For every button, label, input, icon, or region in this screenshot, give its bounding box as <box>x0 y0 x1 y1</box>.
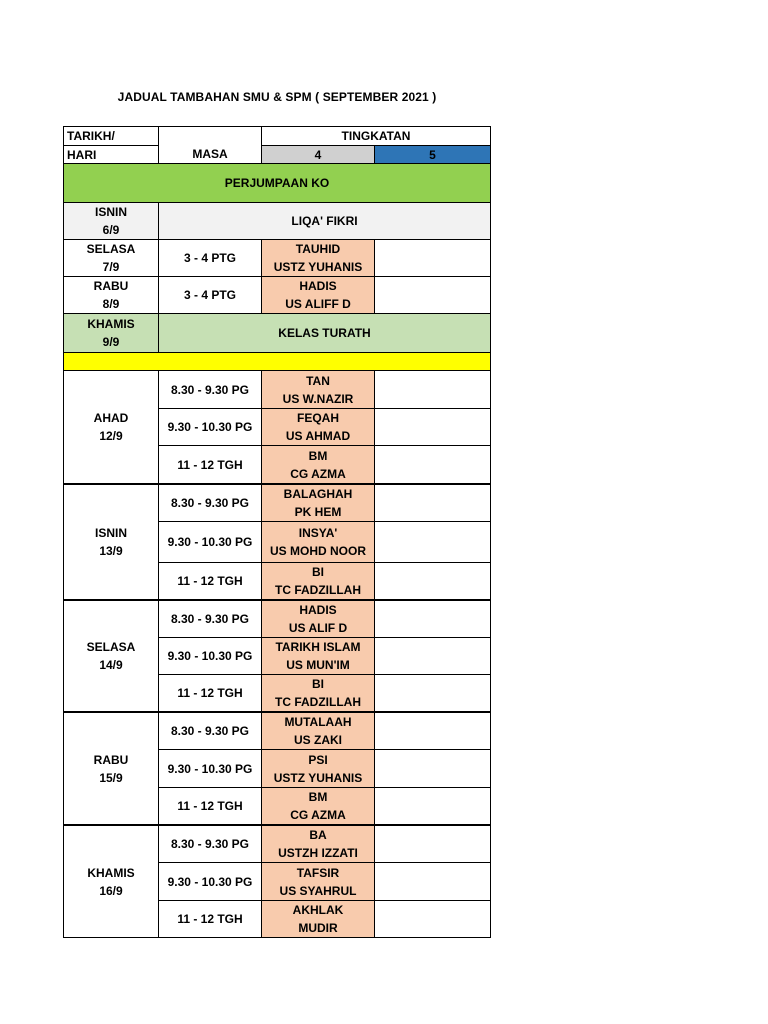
subject-name: BI <box>312 677 324 691</box>
header-t5: 5 <box>429 147 436 162</box>
subject-cell <box>261 408 375 446</box>
day-rabu-15-9 <box>63 711 159 825</box>
banner-turath-label: KELAS TURATH <box>278 326 371 340</box>
subject-cell <box>261 562 375 600</box>
day-date: 8/9 <box>102 297 120 311</box>
subject-name: TARIKH ISLAM <box>275 640 361 654</box>
day-name: SELASA <box>86 640 136 654</box>
time-cell <box>158 562 262 600</box>
subject-cell <box>261 239 375 277</box>
time-label: 11 - 12 TGH <box>177 457 243 472</box>
day-name: KHAMIS <box>87 865 135 880</box>
teacher-name: US MUN'IM <box>286 658 350 672</box>
day-date: 14/9 <box>99 658 123 672</box>
time-label: 9.30 - 10.30 PG <box>167 535 253 549</box>
time-cell <box>158 599 262 638</box>
day-name: SELASA <box>86 242 136 256</box>
teacher-name: TC FADZILLAH <box>275 583 361 597</box>
day-name: RABU <box>93 752 129 767</box>
banner-liqa-label: LIQA' FIKRI <box>291 214 358 228</box>
time-label: 8.30 - 9.30 PG <box>170 612 250 626</box>
time-label: 8.30 - 9.30 PG <box>170 724 250 738</box>
day-date: 15/9 <box>99 770 123 785</box>
subject-cell <box>261 483 375 522</box>
time-label: 9.30 - 10.30 PG <box>167 874 253 889</box>
time-cell <box>158 276 262 314</box>
subject-cell <box>261 637 375 675</box>
empty-t5-cell <box>374 900 491 938</box>
day-selasa-7-9 <box>63 239 159 277</box>
teacher-name: US SYAHRUL <box>279 883 357 898</box>
subject-cell <box>261 521 375 563</box>
empty-t5-cell <box>374 408 491 446</box>
time-label: 3 - 4 PTG <box>183 288 236 302</box>
teacher-name: CG AZMA <box>290 808 346 822</box>
empty-t5-cell <box>374 824 491 863</box>
teacher-name: PK HEM <box>294 505 342 519</box>
day-khamis-16-9 <box>63 824 159 938</box>
subject-name: INSYA' <box>298 526 338 540</box>
empty-t5-cell <box>374 637 491 675</box>
header-tingkatan-4 <box>261 145 375 164</box>
empty-t5-cell <box>374 370 491 409</box>
header-tingkatan-cell <box>261 126 491 146</box>
day-date: 12/9 <box>99 429 123 443</box>
teacher-name: US ZAKI <box>294 733 342 747</box>
empty-t5-cell <box>374 276 491 314</box>
teacher-name: US W.NAZIR <box>282 391 354 406</box>
day-date: 6/9 <box>102 223 120 237</box>
banner-liqa-fikri <box>158 202 491 240</box>
subject-cell <box>261 711 375 750</box>
day-isnin-6-9 <box>63 202 159 240</box>
time-cell <box>158 521 262 563</box>
time-label: 9.30 - 10.30 PG <box>167 649 253 663</box>
time-label: 8.30 - 9.30 PG <box>170 837 250 851</box>
subject-cell <box>261 900 375 938</box>
time-cell <box>158 637 262 675</box>
day-name: RABU <box>93 279 129 293</box>
time-label: 3 - 4 PTG <box>183 251 236 265</box>
day-ahad-12-9 <box>63 370 159 484</box>
subject-name: BA <box>309 828 327 842</box>
empty-t5-cell <box>374 483 491 522</box>
teacher-name: USTZ YUHANIS <box>273 770 363 785</box>
header-tingkatan-5 <box>374 145 491 164</box>
teacher-name: USTZH IZZATI <box>278 846 358 860</box>
separator-row <box>63 352 491 371</box>
time-label: 11 - 12 TGH <box>177 912 243 926</box>
subject-name: MUTALAAH <box>284 715 352 729</box>
subject-cell <box>261 749 375 788</box>
day-name: ISNIN <box>94 205 127 219</box>
subject-name: PSI <box>308 752 328 767</box>
time-cell <box>158 787 262 825</box>
subject-name: BM <box>308 790 328 804</box>
subject-name: HADIS <box>299 603 337 617</box>
banner-kelas-turath <box>158 313 491 353</box>
empty-t5-cell <box>374 562 491 600</box>
subject-cell <box>261 824 375 863</box>
teacher-name: US ALIF D <box>288 621 348 635</box>
header-masa-cell <box>158 126 262 164</box>
empty-t5-cell <box>374 599 491 638</box>
header-t4: 4 <box>314 147 322 162</box>
day-name: AHAD <box>93 411 129 425</box>
subject-cell <box>261 445 375 484</box>
subject-cell <box>261 674 375 712</box>
subject-name: BI <box>312 565 324 579</box>
subject-name: FEQAH <box>297 411 339 425</box>
teacher-name: MUDIR <box>298 921 338 935</box>
subject-cell <box>261 862 375 901</box>
time-label: 11 - 12 TGH <box>177 686 243 700</box>
subject-cell <box>261 599 375 638</box>
time-cell <box>158 408 262 446</box>
empty-t5-cell <box>374 749 491 788</box>
header-hari: HARI <box>67 147 97 162</box>
day-selasa-14-9 <box>63 599 159 712</box>
subject-cell <box>261 370 375 409</box>
empty-t5-cell <box>374 711 491 750</box>
subject-name: TAFSIR <box>296 865 340 880</box>
day-name: KHAMIS <box>87 317 135 331</box>
time-cell <box>158 862 262 901</box>
time-cell <box>158 824 262 863</box>
time-cell <box>158 749 262 788</box>
header-tarikh-cell <box>63 126 159 146</box>
empty-t5-cell <box>374 674 491 712</box>
subject-name: HADIS <box>299 279 337 293</box>
teacher-name: TC FADZILLAH <box>275 695 361 709</box>
day-date: 7/9 <box>102 260 120 274</box>
day-isnin-13-9 <box>63 483 159 600</box>
banner-perjumpaan-ko <box>63 163 491 203</box>
day-name: ISNIN <box>94 526 127 540</box>
subject-name: AKHLAK <box>292 903 344 917</box>
teacher-name: US MOHD NOOR <box>270 544 366 558</box>
empty-t5-cell <box>374 239 491 277</box>
subject-name: TAUHID <box>295 242 341 256</box>
empty-t5-cell <box>374 862 491 901</box>
day-khamis-9-9 <box>63 313 159 353</box>
subject-name: BALAGHAH <box>283 487 353 501</box>
time-label: 9.30 - 10.30 PG <box>167 761 253 776</box>
header-tingkatan: TINGKATAN <box>341 129 411 143</box>
header-hari-cell <box>63 145 159 164</box>
subject-cell <box>261 276 375 314</box>
time-cell <box>158 370 262 409</box>
subject-cell <box>261 787 375 825</box>
subject-name: TAN <box>306 373 330 388</box>
teacher-name: US ALIFF D <box>285 297 351 311</box>
teacher-name: US AHMAD <box>285 429 351 443</box>
day-date: 9/9 <box>102 335 120 349</box>
empty-t5-cell <box>374 787 491 825</box>
header-masa: MASA <box>192 147 228 161</box>
time-cell <box>158 900 262 938</box>
time-label: 8.30 - 9.30 PG <box>170 496 250 510</box>
time-cell <box>158 711 262 750</box>
time-cell <box>158 674 262 712</box>
header-tarikh: TARIKH/ <box>67 129 115 143</box>
time-cell <box>158 239 262 277</box>
banner-perjumpaan-label: PERJUMPAAN KO <box>224 176 330 190</box>
time-label: 11 - 12 TGH <box>177 799 243 813</box>
day-date: 13/9 <box>99 544 123 558</box>
subject-name: BM <box>308 448 328 463</box>
empty-t5-cell <box>374 521 491 563</box>
page-title: JADUAL TAMBAHAN SMU & SPM ( SEPTEMBER 2021 ) <box>117 90 437 104</box>
time-cell <box>158 445 262 484</box>
day-date: 16/9 <box>99 883 123 898</box>
time-label: 11 - 12 TGH <box>177 574 243 588</box>
teacher-name: USTZ YUHANIS <box>273 260 363 274</box>
time-cell <box>158 483 262 522</box>
time-label: 9.30 - 10.30 PG <box>167 420 253 434</box>
time-label: 8.30 - 9.30 PG <box>170 382 250 397</box>
day-rabu-8-9 <box>63 276 159 314</box>
empty-t5-cell <box>374 445 491 484</box>
teacher-name: CG AZMA <box>290 466 346 481</box>
